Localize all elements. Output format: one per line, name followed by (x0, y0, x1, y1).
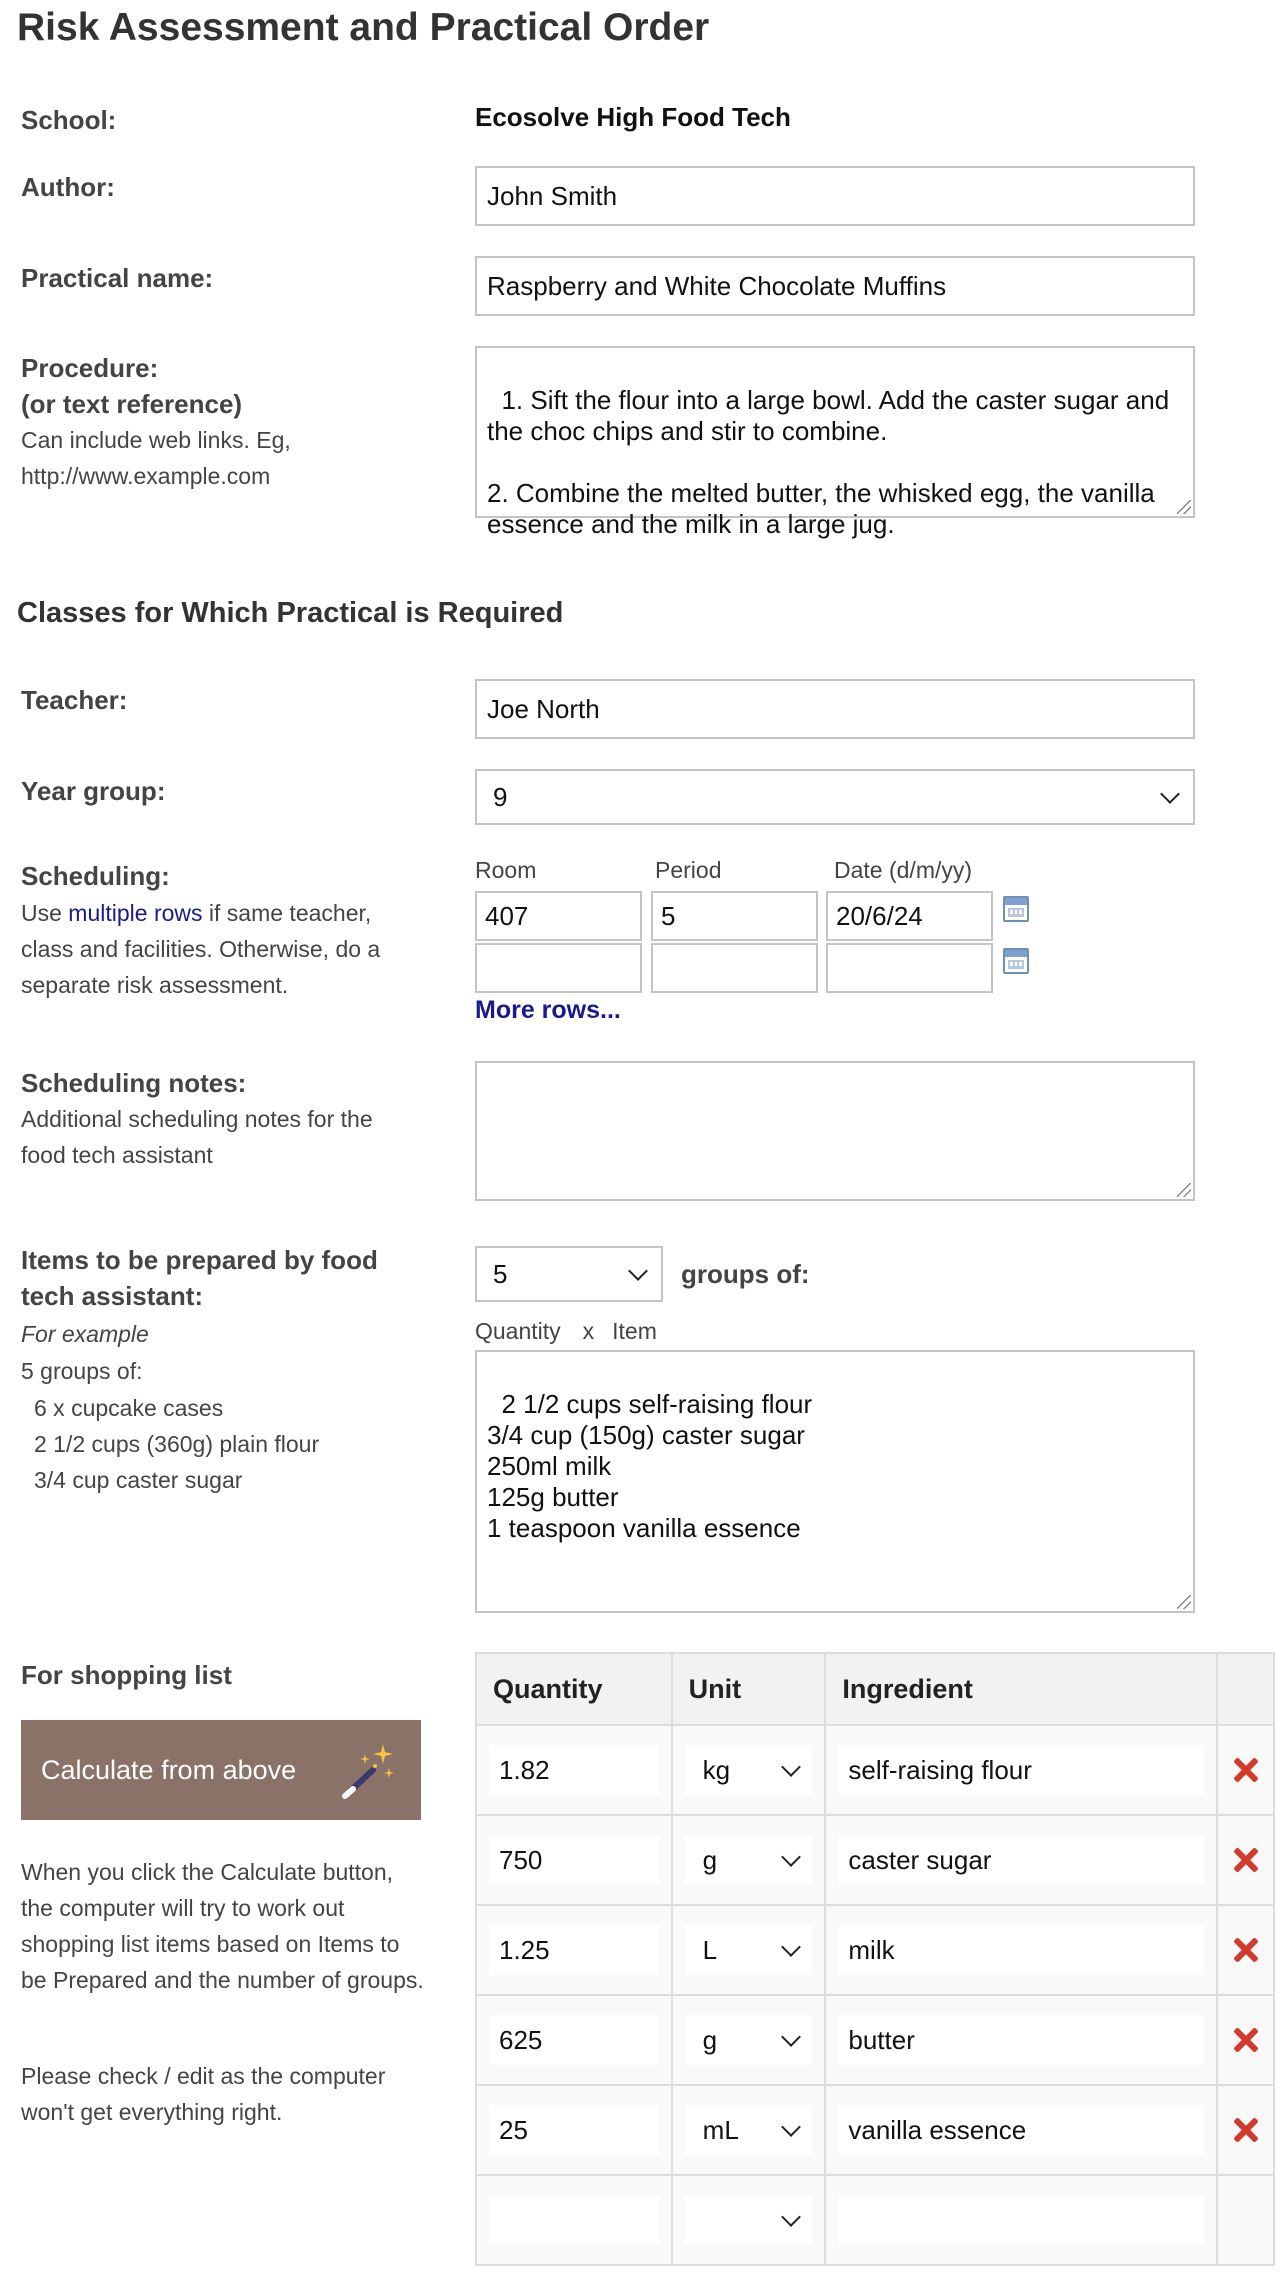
ingredient-value: butter (848, 2024, 915, 2055)
items-label-line2: tech assistant: (21, 1281, 204, 1311)
procedure-text: 1. Sift the flour into a large bowl. Add the caster sugar and the choc chips and stir to combine. 2. Combine the melted butter, the whisked egg, the vanilla essence and the milk in a large jug. (487, 385, 1170, 539)
procedure-hint-example: http://www.example.com (21, 463, 271, 489)
calculate-button-label: Calculate from above (41, 1754, 297, 1785)
procedure-label-sub: (or text reference) (21, 389, 243, 419)
table-row (476, 1905, 1274, 1995)
quantity-value: 1.82 (499, 1754, 550, 1785)
actions-header (1217, 1653, 1274, 1725)
ingredient-value: vanilla essence (848, 2114, 1027, 2145)
scheduling-hint-pre: Use (21, 900, 69, 926)
table-row (476, 2175, 1274, 2265)
author-input[interactable] (475, 166, 1195, 226)
procedure-hint: Can include web links. Eg, (21, 427, 291, 453)
table-header-row (476, 1653, 1274, 1725)
shopping-check-note: Please check / edit as the computer won't get everything right. (21, 2063, 386, 2125)
date-column-header: Date (d/m/yy) (834, 857, 973, 883)
quantity-input[interactable] (489, 2105, 659, 2155)
unit-header: Unit (672, 1653, 826, 1725)
delete-x-icon[interactable] (1233, 1847, 1259, 1873)
quantity-input[interactable] (489, 2015, 659, 2065)
school-label: School: (21, 105, 117, 135)
scheduling-label: Scheduling: (21, 861, 170, 891)
quantity-input[interactable] (489, 1925, 659, 1975)
year-group-label: Year group: (21, 776, 166, 806)
classes-heading: Classes for Which Practical is Required (17, 597, 564, 629)
unit-value: mL (702, 2114, 739, 2145)
groups-count-value: 5 (493, 1258, 508, 1289)
resize-grip-icon[interactable] (1177, 1595, 1191, 1609)
author-input-value: John Smith (487, 180, 618, 211)
unit-select[interactable] (685, 1925, 813, 1975)
chevron-down-icon (781, 2027, 801, 2047)
quantity-value: 750 (499, 1844, 543, 1875)
scheduling-hint-line2: class and facilities. Otherwise, do a (21, 936, 381, 962)
quantity-input[interactable] (489, 1745, 659, 1795)
period-value: 5 (661, 900, 676, 931)
chevron-down-icon (1160, 784, 1180, 804)
scheduling-notes-label: Scheduling notes: (21, 1068, 247, 1098)
items-example-title: For example (21, 1321, 149, 1347)
item-caption: Item (612, 1318, 657, 1344)
scheduling-hint-line3: separate risk assessment. (21, 972, 289, 998)
resize-grip-icon[interactable] (1177, 500, 1191, 514)
practical-name-value: Raspberry and White Chocolate Muffins (487, 270, 947, 301)
unit-select[interactable] (685, 2015, 813, 2065)
period-column-header: Period (655, 857, 722, 883)
teacher-input[interactable] (475, 679, 1195, 739)
author-label: Author: (21, 172, 115, 202)
items-text: 2 1/2 cups self-raising flour 3/4 cup (150g) caster sugar 250ml milk 125g butter 1 teaspoon vanilla essence (487, 1389, 813, 1543)
shopping-description: When you click the Calculate button, the computer will try to work out shopping list items based on Items to be Prepared and the number of groups. (21, 1859, 424, 1993)
date-value: 20/6/24 (836, 900, 923, 931)
unit-value: g (702, 1844, 718, 1875)
ingredient-input[interactable] (838, 2015, 1204, 2065)
shopping-list-table (475, 1652, 1275, 2266)
calendar-icon[interactable] (1003, 896, 1029, 922)
practical-name-input[interactable] (475, 256, 1195, 316)
quantity-item-caption (475, 1318, 657, 1345)
calculate-button[interactable] (21, 1720, 421, 1820)
unit-select[interactable] (685, 1745, 813, 1795)
chevron-down-icon (781, 2117, 801, 2137)
chevron-down-icon (781, 1847, 801, 1867)
practical-name-label: Practical name: (21, 263, 214, 293)
more-rows-link[interactable]: More rows... (475, 996, 621, 1024)
room-input[interactable] (475, 943, 642, 993)
quantity-caption: Quantity (475, 1318, 561, 1344)
delete-x-icon[interactable] (1233, 2117, 1259, 2143)
magic-wand-icon (339, 1740, 399, 1802)
quantity-value: 625 (499, 2024, 543, 2055)
items-example-line: 2 1/2 cups (360g) plain flour (34, 1431, 320, 1457)
chevron-down-icon (781, 2207, 801, 2227)
resize-grip-icon[interactable] (1177, 1183, 1191, 1197)
teacher-value: Joe North (487, 693, 600, 724)
teacher-label: Teacher: (21, 685, 128, 715)
scheduling-hint-post: if same teacher, (202, 900, 372, 926)
room-value: 407 (485, 900, 529, 931)
scheduling-notes-hint: Additional scheduling notes for the (21, 1106, 373, 1132)
groups-of-label: groups of: (681, 1259, 810, 1289)
room-input[interactable] (475, 891, 642, 941)
year-group-value: 9 (493, 781, 508, 812)
delete-x-icon[interactable] (1233, 1757, 1259, 1783)
groups-count-select[interactable] (475, 1246, 663, 1302)
items-example-line: 6 x cupcake cases (34, 1395, 224, 1421)
ingredient-input[interactable] (838, 1835, 1204, 1885)
items-example-line: 3/4 cup caster sugar (34, 1467, 243, 1493)
quantity-input[interactable] (489, 2195, 659, 2245)
quantity-value: 1.25 (499, 1934, 550, 1965)
procedure-label: Procedure: (21, 353, 159, 383)
date-input[interactable] (826, 891, 993, 941)
table-row (476, 2085, 1274, 2175)
items-label: Items to be prepared by food (21, 1245, 378, 1275)
unit-value: L (702, 1934, 718, 1965)
ingredient-input[interactable] (838, 1745, 1204, 1795)
ingredient-value: milk (848, 1934, 895, 1965)
quantity-header: Quantity (476, 1653, 672, 1725)
unit-select[interactable] (685, 1835, 813, 1885)
multiple-rows-link[interactable]: multiple rows (68, 900, 203, 926)
period-input[interactable] (651, 943, 818, 993)
page-title: Risk Assessment and Practical Order (17, 6, 710, 49)
unit-select[interactable] (685, 2195, 813, 2245)
unit-value: g (702, 2024, 718, 2055)
scheduling-notes-hint2: food tech assistant (21, 1142, 213, 1168)
ingredient-header: Ingredient (825, 1653, 1217, 1725)
ingredient-input[interactable] (838, 2105, 1204, 2155)
quantity-value: 25 (499, 2114, 528, 2145)
shopping-list-label: For shopping list (21, 1660, 232, 1690)
chevron-down-icon (781, 1937, 801, 1957)
room-column-header: Room (475, 857, 537, 883)
ingredient-input[interactable] (838, 2195, 1204, 2245)
delete-x-icon[interactable] (1233, 1937, 1259, 1963)
ingredient-input[interactable] (838, 1925, 1204, 1975)
quantity-input[interactable] (489, 1835, 659, 1885)
procedure-textarea[interactable] (475, 346, 1195, 539)
date-input[interactable] (826, 943, 993, 993)
table-row (476, 1995, 1274, 2085)
period-input[interactable] (651, 891, 818, 941)
delete-x-icon[interactable] (1233, 2027, 1259, 2053)
times-caption: x (582, 1318, 595, 1344)
unit-select[interactable] (685, 2105, 813, 2155)
items-textarea[interactable] (475, 1350, 1195, 1613)
chevron-down-icon (628, 1261, 648, 1281)
ingredient-value: self-raising flour (848, 1754, 1032, 1785)
scheduling-notes-textarea[interactable] (475, 1061, 1195, 1201)
calendar-icon[interactable] (1003, 948, 1029, 974)
items-example-line: 5 groups of: (21, 1358, 143, 1384)
unit-value: kg (702, 1754, 731, 1785)
ingredient-value: caster sugar (848, 1844, 992, 1875)
school-value: Ecosolve High Food Tech (475, 102, 791, 132)
scheduling-hint-line1 (21, 895, 371, 931)
chevron-down-icon (781, 1757, 801, 1777)
table-row (476, 1725, 1274, 1815)
table-row (476, 1815, 1274, 1905)
year-group-select[interactable] (475, 769, 1195, 825)
